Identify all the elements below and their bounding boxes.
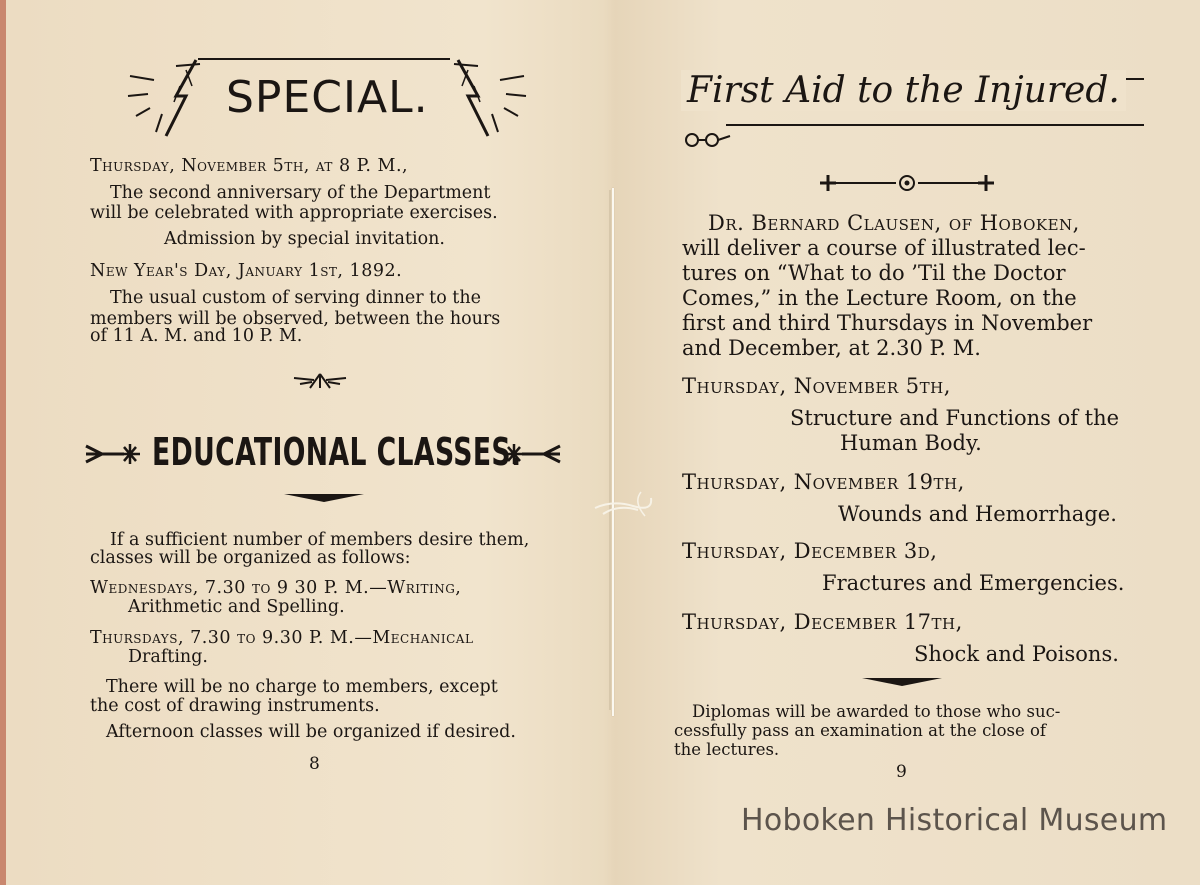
event1-line1: The second anniversary of the Department	[110, 183, 491, 203]
page-number-left: 8	[309, 754, 320, 774]
museum-watermark: Hoboken Historical Museum	[741, 803, 1168, 838]
event2-line3: of 11 A. M. and 10 P. M.	[90, 326, 303, 346]
page-number-right: 9	[896, 762, 907, 782]
lecture-1-topic-line1: Structure and Functions of the	[790, 406, 1120, 430]
scroll-flourish-icon	[682, 128, 732, 152]
thread-knot	[593, 490, 653, 520]
arrow-ornament-right	[496, 442, 562, 466]
intro-line-3: tures on “What to do ’Til the Doctor	[682, 261, 1066, 285]
lecture-1-topic-line2: Human Body.	[840, 431, 982, 455]
event1-line2: will be celebrated with appropriate exercises.	[90, 203, 498, 223]
wednesdays-line1: Wednesdays, 7.30 to 9 30 P. M.—Writing,	[90, 578, 462, 598]
intro-line1: If a sufficient number of members desire them,	[110, 530, 530, 550]
first-aid-title: First Aid to the Injured.	[681, 70, 1126, 111]
page-fold	[609, 190, 611, 710]
event2-line2: members will be observed, between the hours	[90, 309, 501, 329]
lecture-2-topic: Wounds and Hemorrhage.	[838, 502, 1117, 526]
lightning-ornament-left	[126, 56, 208, 140]
wednesdays-line2: Arithmetic and Spelling.	[128, 597, 345, 617]
diploma-line1: Diplomas will be awarded to those who suc-	[692, 702, 1061, 721]
binding-thread	[612, 188, 614, 716]
thursdays-line2: Drafting.	[128, 647, 208, 667]
arrow-ornament-left	[84, 442, 150, 466]
lecture-4-date: Thursday, December 17th,	[682, 610, 963, 634]
lecture-3-topic: Fractures and Emergencies.	[822, 571, 1125, 595]
educational-title: EDUCATIONAL CLASSES.	[152, 430, 522, 474]
cross-divider-ornament	[816, 173, 998, 193]
thursdays-line1: Thursdays, 7.30 to 9.30 P. M.—Mechanical	[90, 628, 474, 648]
lecture-1-date: Thursday, November 5th,	[682, 374, 951, 398]
lightning-ornament-right	[446, 56, 528, 140]
intro-line-2: will deliver a course of illustrated lec-	[682, 236, 1086, 260]
intro-line-6: and December, at 2.30 P. M.	[682, 336, 981, 360]
special-title: SPECIAL.	[226, 72, 429, 123]
event1-line3: Admission by special invitation.	[164, 229, 445, 249]
event1-heading: Thursday, November 5th, at 8 P. M.,	[90, 156, 409, 176]
charge-line2: the cost of drawing instruments.	[90, 696, 380, 716]
header-rule	[198, 58, 450, 60]
event2-heading: New Year's Day, January 1st, 1892.	[90, 261, 403, 281]
lecture-3-date: Thursday, December 3d,	[682, 539, 938, 563]
afternoon-line: Afternoon classes will be organized if desired.	[106, 722, 516, 742]
intro-text-1: Dr. Bernard Clausen, of Hoboken,	[708, 211, 1080, 235]
title-rule-bottom	[726, 124, 1144, 126]
diploma-line3: the lectures.	[674, 740, 780, 759]
charge-line1: There will be no charge to members, except	[106, 677, 498, 697]
intro-line-5: first and third Thursdays in November	[682, 311, 1093, 335]
lecture-2-date: Thursday, November 19th,	[682, 470, 965, 494]
diploma-line2: cessfully pass an examination at the close of	[674, 721, 1047, 740]
divider-ornament-right	[862, 674, 942, 688]
event2-line1: The usual custom of serving dinner to the	[110, 288, 481, 308]
lecture-4-topic: Shock and Poisons.	[914, 642, 1119, 666]
divider-ornament-left	[284, 490, 364, 504]
small-ornament	[290, 372, 350, 390]
intro-line-1	[708, 211, 1080, 236]
intro-line-4: Comes,” in the Lecture Room, on the	[682, 286, 1077, 310]
booklet-spread	[6, 0, 1200, 885]
intro-line2: classes will be organized as follows:	[90, 548, 411, 568]
